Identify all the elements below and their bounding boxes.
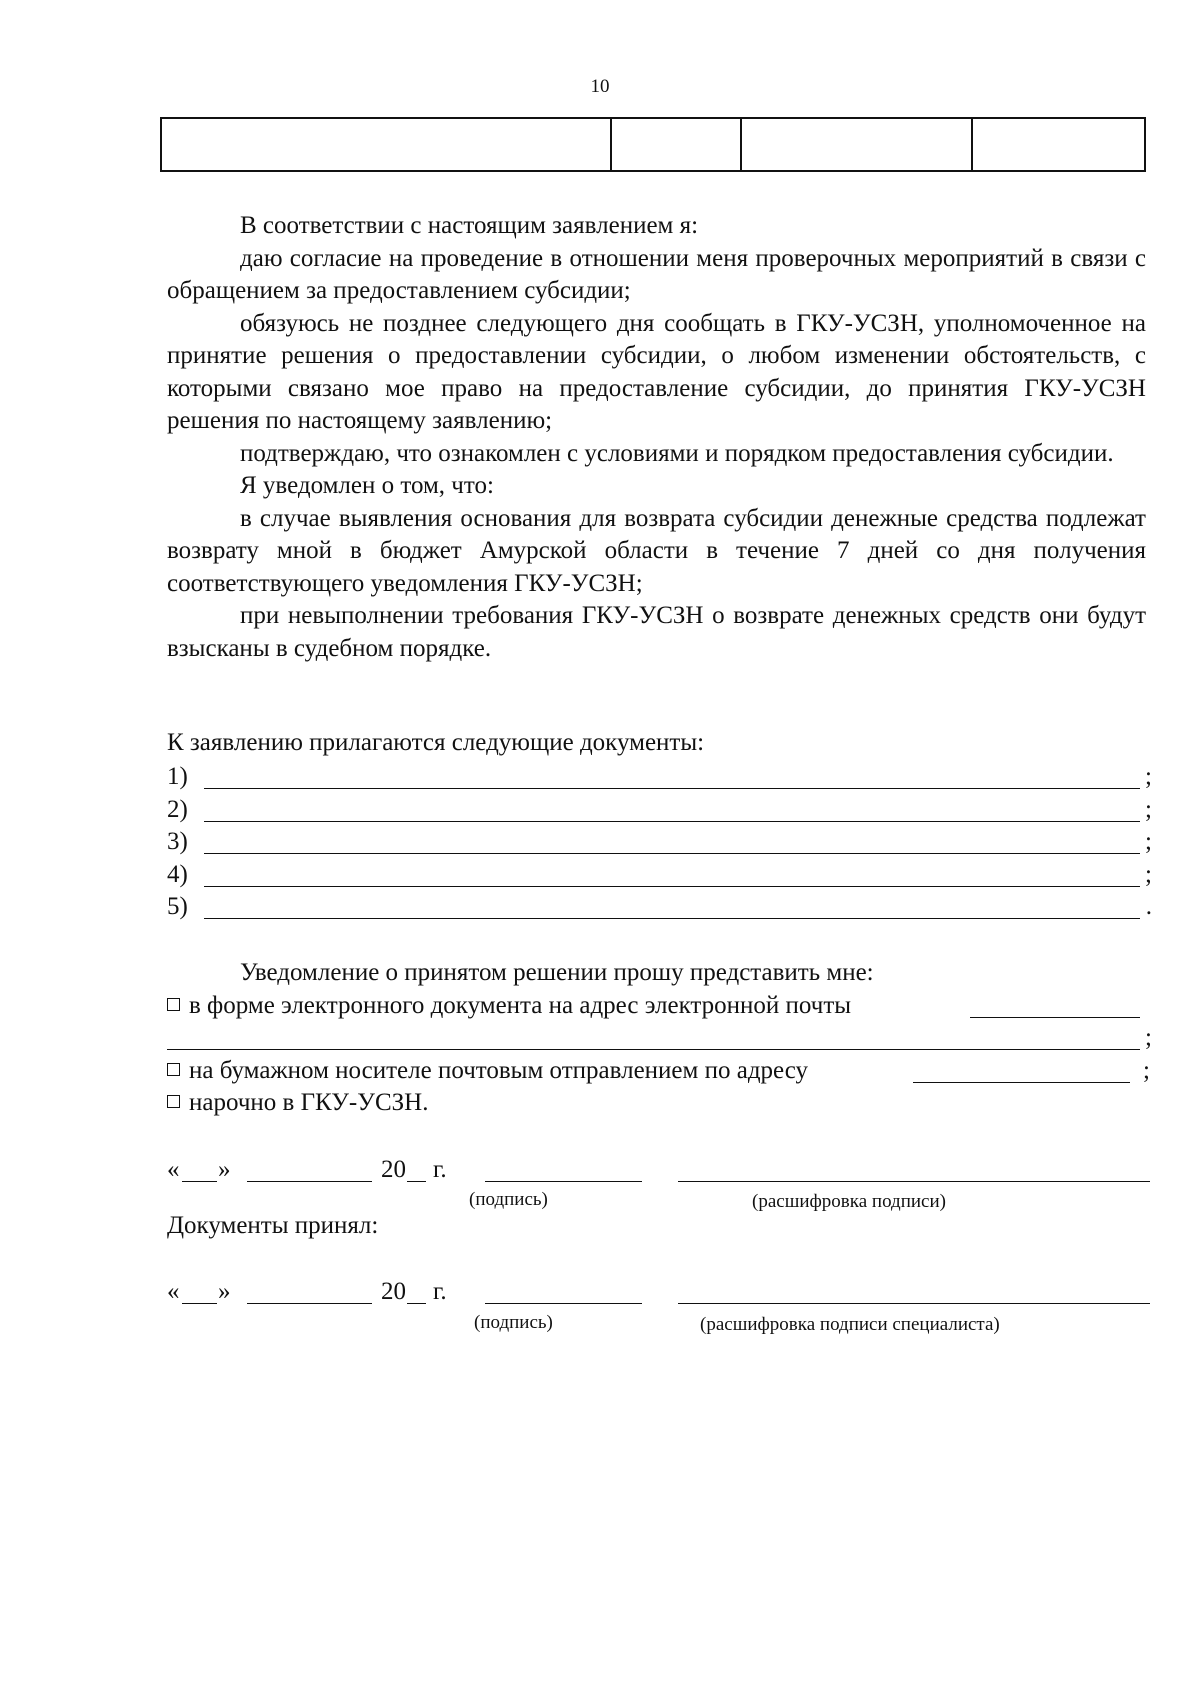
docs-accepted-label: Документы принял:	[167, 1212, 379, 1239]
list-item	[167, 859, 1152, 892]
year-prefix: 20	[381, 1278, 406, 1305]
notice-intro: Я уведомлен о том, что:	[240, 472, 494, 499]
notification-section	[167, 957, 1152, 1120]
table-cell	[161, 118, 611, 171]
attachment-end-mark: ;	[1145, 828, 1152, 855]
applicant-signature-row	[167, 1154, 1152, 1188]
month-fill-line[interactable]	[247, 1303, 372, 1304]
email-fill-line[interactable]	[970, 1017, 1140, 1018]
table-cell	[741, 118, 972, 171]
attachment-end-mark: ;	[1145, 795, 1152, 823]
year-suffix: г.	[433, 1278, 447, 1305]
attachment-fill-line[interactable]	[204, 886, 1140, 887]
signature-caption: (подпись)	[469, 1189, 548, 1210]
in-person-checkbox[interactable]	[167, 1095, 180, 1108]
option-in-person-label: нарочно в ГКУ-УСЗН.	[189, 1089, 429, 1116]
signature-caption: (подпись)	[474, 1312, 553, 1333]
attachment-number: 4)	[167, 860, 188, 888]
list-item	[167, 891, 1152, 924]
specialist-decoding-caption: (расшифровка подписи специалиста)	[700, 1314, 1000, 1335]
year-prefix: 20	[381, 1156, 406, 1183]
list-item	[167, 761, 1152, 794]
signature-fill-line[interactable]	[485, 1303, 642, 1304]
attachments-title: К заявлению прилагаются следующие документы:	[167, 729, 705, 756]
year-fill-line[interactable]	[407, 1303, 426, 1304]
specialist-signature-row	[167, 1276, 1152, 1310]
consent-verification: даю согласие на проведение в отношении меня проверочных мероприятий в связи с обращением за предоставлением субсидии;	[167, 244, 1146, 304]
quote-open: «	[167, 1156, 180, 1183]
decoding-fill-line[interactable]	[678, 1303, 1150, 1304]
attachment-end-mark: .	[1145, 893, 1152, 920]
option-mail-row	[167, 1055, 1152, 1088]
day-fill-line[interactable]	[182, 1181, 217, 1182]
table-cell	[972, 118, 1145, 171]
attachment-fill-line[interactable]	[204, 821, 1140, 822]
email-end-mark: ;	[1145, 1024, 1152, 1051]
option-in-person-row	[167, 1087, 1152, 1120]
list-item	[167, 826, 1152, 859]
attachment-number: 5)	[167, 893, 188, 920]
mail-end-mark: ;	[1143, 1056, 1150, 1084]
option-email-label: в форме электронного документа на адрес электронной почты	[189, 991, 852, 1019]
consent-intro: В соответствии с настоящим заявлением я:	[240, 212, 699, 239]
quote-close: »	[218, 1278, 231, 1305]
attachment-number: 1)	[167, 763, 188, 790]
attachment-fill-line[interactable]	[204, 788, 1140, 789]
option-email-row	[167, 990, 1152, 1023]
day-fill-line[interactable]	[182, 1303, 217, 1304]
consent-acknowledgement: подтверждаю, что ознакомлен с условиями и порядком предоставления субсидии.	[240, 439, 1114, 467]
page-number: 10	[590, 76, 610, 97]
table-fragment	[160, 117, 1146, 172]
attachment-number: 2)	[167, 795, 188, 823]
table-row	[161, 118, 1145, 171]
signature-fill-line[interactable]	[485, 1181, 642, 1182]
attachment-end-mark: ;	[1145, 763, 1152, 790]
notice-refund: в случае выявления основания для возврата субсидии денежные средства подлежат возврату мной в бюджет Амурской области в течение 7 дней со дня получения соответствующего уведомления ГКУ-УСЗН;	[167, 504, 1146, 597]
table-cell	[611, 118, 741, 171]
consent-section	[167, 210, 1146, 665]
attachment-number: 3)	[167, 828, 188, 855]
list-item	[167, 794, 1152, 827]
notification-title: Уведомление о принятом решении прошу представить мне:	[240, 959, 874, 986]
attachment-fill-line[interactable]	[204, 918, 1140, 919]
month-fill-line[interactable]	[247, 1181, 372, 1182]
decoding-caption: (расшифровка подписи)	[752, 1191, 946, 1212]
decoding-fill-line[interactable]	[678, 1181, 1150, 1182]
address-fill-line[interactable]	[913, 1082, 1130, 1083]
quote-open: «	[167, 1278, 180, 1305]
email-fill-line-2[interactable]	[167, 1049, 1140, 1050]
notice-enforcement: при невыполнении требования ГКУ-УСЗН о возврате денежных средств они будут взысканы в судебном порядке.	[167, 602, 1146, 662]
attachment-fill-line[interactable]	[204, 853, 1140, 854]
attachments-list	[167, 761, 1152, 924]
year-fill-line[interactable]	[407, 1181, 426, 1182]
option-email-continuation	[167, 1022, 1152, 1055]
mail-checkbox[interactable]	[167, 1063, 180, 1076]
option-mail-label: на бумажном носителе почтовым отправлением по адресу	[189, 1056, 809, 1084]
email-checkbox[interactable]	[167, 998, 180, 1011]
quote-close: »	[218, 1156, 231, 1183]
consent-obligation: обязуюсь не позднее следующего дня сообщать в ГКУ-УСЗН, уполномоченное на принятие решения о предоставлении субсидии, о любом изменении обстоятельств, с которыми связано мое право на предоставление субсидии, до принятия ГКУ-УСЗН решения по настоящему заявлению;	[167, 309, 1146, 434]
year-suffix: г.	[433, 1156, 447, 1183]
attachment-end-mark: ;	[1145, 860, 1152, 888]
